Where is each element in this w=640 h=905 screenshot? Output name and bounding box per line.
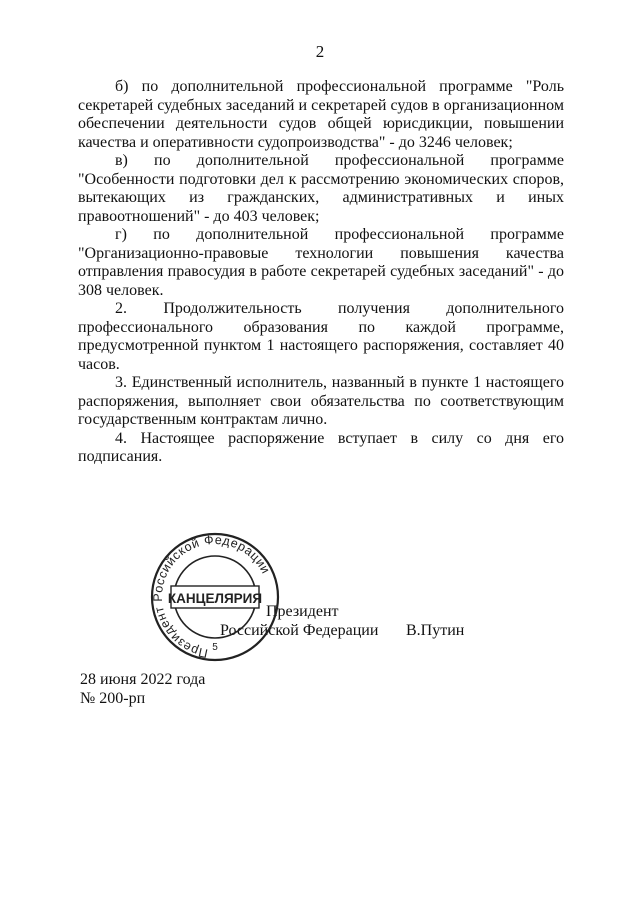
document-footer	[80, 670, 205, 708]
signatory-name: В.Путин	[406, 622, 465, 639]
document-body	[78, 78, 564, 467]
paragraph-3: 3. Единственный исполнитель, названный в пункте 1 настоящего распоряжения, выполняет свои обязательства по соответствующим государственным контрактам лично.	[78, 374, 564, 428]
seal-center-text: КАНЦЕЛЯРИЯ	[167, 591, 263, 606]
document-date: 28 июня 2022 года	[80, 671, 206, 688]
paragraph-2: 2. Продолжительность получения дополнительного профессионального образования по каждой программе, предусмотренной пунктом 1 настоящего распоряжения, составляет 40 часов.	[78, 300, 564, 373]
paragraph-b: б) по дополнительной профессиональной программе "Роль секретарей судебных заседаний и секретарей судов в организационном обеспечении деятельности судов общей юрисдикции, повышении качества и оперативности судопроизводства" - до 3246 человек;	[78, 78, 564, 151]
document-number: № 200-рп	[80, 690, 146, 707]
signatory-title-line2: Российской Федерации	[220, 622, 379, 639]
official-seal	[149, 530, 281, 666]
seal-ring-text: Президент Российской Федерации	[150, 532, 273, 661]
paragraph-g: г) по дополнительной профессиональной программе "Организационно-правовые технологии повышения качества отправления правосудия в работе секретарей судебных заседаний" - до 308 человек.	[78, 226, 564, 299]
paragraph-4: 4. Настоящее распоряжение вступает в силу со дня его подписания.	[78, 429, 564, 465]
paragraph-v: в) по дополнительной профессиональной программе "Особенности подготовки дел к рассмотрению экономических споров, вытекающих из гражданских, административных и иных правоотношений" - до 403 человек;	[78, 152, 564, 225]
signatory-title-line1: Президент	[266, 603, 339, 620]
page-number: 2	[315, 42, 325, 61]
seal-number: 5	[212, 642, 218, 653]
